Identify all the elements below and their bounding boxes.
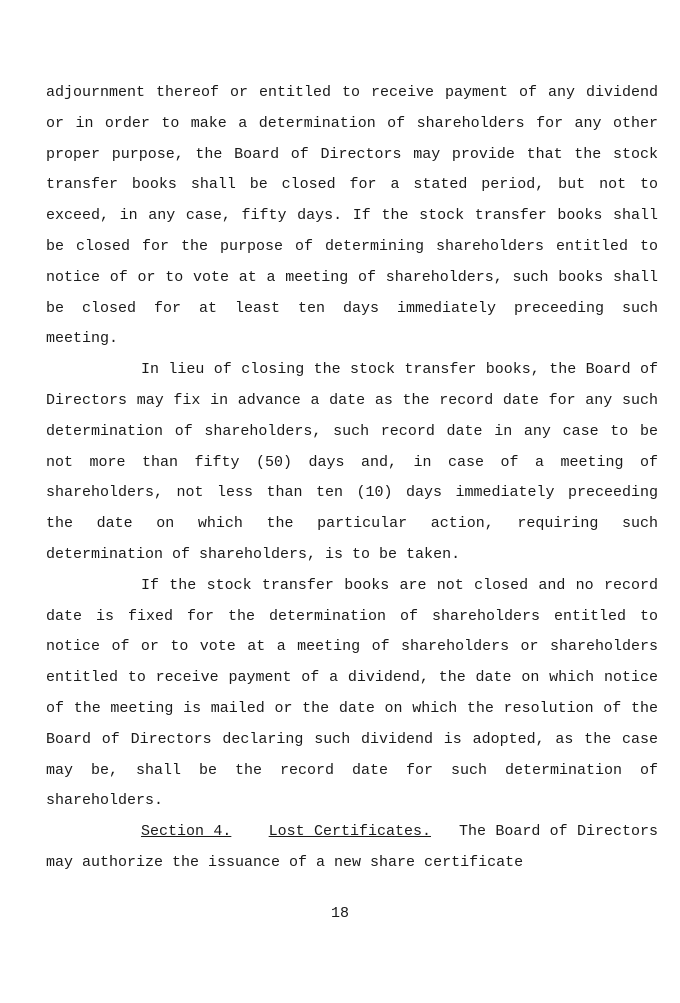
paragraph-record-date: In lieu of closing the stock transfer books, the Board of Directors may fix in advance a date as the record date for any such determination of shareholders, such record date in any case to be not more than fifty (50) days and, in case of a meeting of shareholders, not less than ten (10) days immediately preceeding the date on which the particular action, requiring such determination of shareholders, is to be taken. — [46, 361, 658, 563]
section-heading: Section 4. — [141, 823, 232, 841]
paragraph-continuation: adjournment thereof or entitled to receive payment of any dividend or in order to make a determination of shareholders for any other proper purpose, the Board of Directors may provide that the stock transfer books shall be closed for a stated period, but not to exceed, in any case, fifty days. If the stock transfer books shall be closed for the purpose of determining shareholders entitled to notice of or to vote at a meeting of shareholders, such books shall be closed for at least ten days immediately preceeding such meeting. — [46, 84, 658, 348]
section-text: The Board of Directors may authorize the issuance of a new share certificate — [46, 823, 659, 871]
section-title: Lost Certificates. — [268, 823, 432, 841]
page-number: 18 — [330, 905, 349, 922]
paragraph-no-record-date: If the stock transfer books are not closed and no record date is fixed for the determination of shareholders entitled to notice of or to vote at a meeting of shareholders or shareholders entitled to receive payment of a dividend, the date on which notice of the meeting is mailed or the date on which the resolution of the Board of Directors declaring such dividend is adopted, as the case may be, shall be the record date for such determination of shareholders. — [46, 576, 658, 810]
section-4-paragraph — [46, 817, 658, 879]
document-body — [46, 78, 658, 879]
